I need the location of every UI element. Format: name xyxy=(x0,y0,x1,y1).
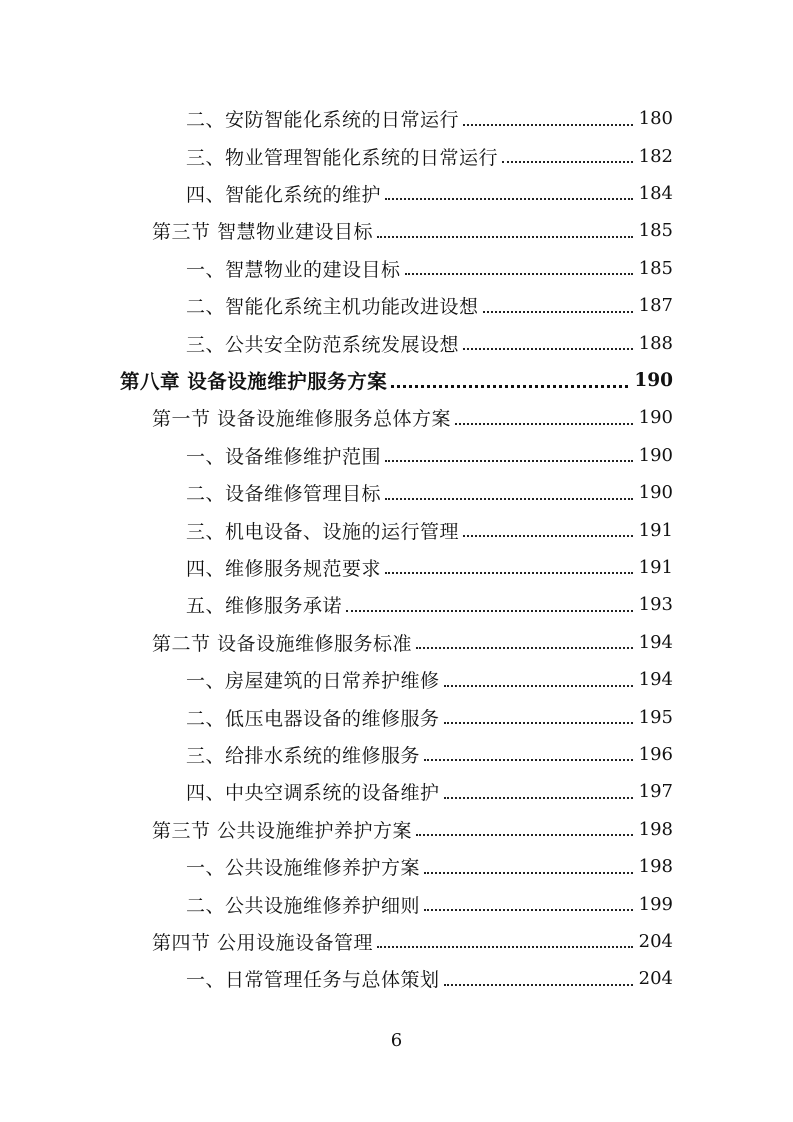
toc-entry-page: 184 xyxy=(638,182,673,204)
toc-leader-dots xyxy=(405,273,633,275)
toc-entry-page: 199 xyxy=(638,893,673,915)
toc-leader-dots xyxy=(416,834,633,836)
toc-entry[interactable] xyxy=(186,474,673,511)
toc-entry-title: 三、物业管理智能化系统的日常运行 xyxy=(186,146,499,169)
toc-entry-page: 180 xyxy=(638,108,673,130)
toc-entry-title: 第二节 设备设施维修服务标准 xyxy=(152,632,413,655)
toc-entry-page: 196 xyxy=(638,743,673,765)
toc-entry-page: 204 xyxy=(638,930,673,952)
toc-entry[interactable] xyxy=(186,736,673,773)
toc-entry[interactable] xyxy=(152,811,673,848)
toc-leader-dots xyxy=(424,909,633,911)
toc-entry-title: 四、维修服务规范要求 xyxy=(186,557,382,580)
toc-entry-page: 187 xyxy=(638,295,673,317)
toc-entry[interactable] xyxy=(152,923,673,960)
toc-entry-title: 四、智能化系统的维护 xyxy=(186,183,382,206)
toc-entry[interactable] xyxy=(186,324,673,361)
toc-leader-dots xyxy=(444,722,633,724)
toc-entry[interactable] xyxy=(186,773,673,810)
toc-chapter-entry[interactable] xyxy=(120,362,673,399)
toc-leader-dots xyxy=(377,236,633,238)
toc-leader-dots xyxy=(385,498,633,500)
page-number: 6 xyxy=(390,1030,403,1051)
toc-entry[interactable] xyxy=(186,437,673,474)
toc-entry-page: 204 xyxy=(638,968,673,990)
toc-entry[interactable] xyxy=(186,848,673,885)
toc-entry[interactable] xyxy=(186,250,673,287)
toc-leader-dots xyxy=(455,423,633,425)
toc-leader-dots xyxy=(463,348,633,350)
toc-entry-title: 一、房屋建筑的日常养护维修 xyxy=(186,670,440,693)
toc-leader-dots xyxy=(346,610,633,612)
toc-entry[interactable] xyxy=(186,960,673,997)
toc-entry[interactable] xyxy=(186,586,673,623)
toc-leader-dots xyxy=(483,311,633,313)
toc-entry-title: 三、给排水系统的维修服务 xyxy=(186,744,421,767)
toc-leader-dots xyxy=(444,797,633,799)
toc-entry-title: 四、中央空调系统的设备维护 xyxy=(186,782,440,805)
toc-entry-title: 第一节 设备设施维修服务总体方案 xyxy=(152,408,452,431)
toc-entry-page: 191 xyxy=(638,519,673,541)
toc-entry-title: 第三节 智慧物业建设目标 xyxy=(152,221,374,244)
toc-leader-dots xyxy=(502,161,633,163)
toc-entry-title: 五、维修服务承诺 xyxy=(186,595,343,618)
toc-entry-page: 185 xyxy=(638,220,673,242)
toc-entry-page: 190 xyxy=(638,444,673,466)
toc-entry-page: 193 xyxy=(638,594,673,616)
toc-leader-dots xyxy=(391,385,628,388)
toc-leader-dots xyxy=(385,460,633,462)
toc-entry[interactable] xyxy=(186,137,673,174)
toc-entry-page: 197 xyxy=(638,781,673,803)
toc-leader-dots xyxy=(463,124,633,126)
toc-leader-dots xyxy=(385,198,633,200)
toc-entry-title: 一、设备维修维护范围 xyxy=(186,445,382,468)
toc-entry-page: 190 xyxy=(638,407,673,429)
toc-leader-dots xyxy=(463,535,633,537)
toc-entry-title: 三、公共安全防范系统发展设想 xyxy=(186,333,460,356)
toc-entry-title: 二、公共设施维修养护细则 xyxy=(186,894,421,917)
toc-entry[interactable] xyxy=(186,698,673,735)
toc-entry-title: 二、智能化系统主机功能改进设想 xyxy=(186,296,479,319)
toc-entry-title: 二、安防智能化系统的日常运行 xyxy=(186,109,460,132)
toc-entry[interactable] xyxy=(152,212,673,249)
toc-entry[interactable] xyxy=(186,661,673,698)
toc-entry[interactable] xyxy=(186,175,673,212)
toc-entry-title: 一、智慧物业的建设目标 xyxy=(186,258,401,281)
toc-entry-page: 188 xyxy=(638,332,673,354)
toc-entry-page: 182 xyxy=(638,145,673,167)
toc-leader-dots xyxy=(377,946,633,948)
toc-entry[interactable] xyxy=(186,100,673,137)
toc-entry[interactable] xyxy=(186,549,673,586)
toc-entry-title: 第三节 公共设施维护养护方案 xyxy=(152,819,413,842)
toc-entry-page: 198 xyxy=(638,818,673,840)
toc-entry[interactable] xyxy=(186,885,673,922)
toc-entry-title: 三、机电设备、设施的运行管理 xyxy=(186,520,460,543)
toc-entry-page: 191 xyxy=(638,556,673,578)
toc-entry-page: 195 xyxy=(638,706,673,728)
toc-leader-dots xyxy=(385,572,633,574)
toc-entry-title: 一、公共设施维修养护方案 xyxy=(186,857,421,880)
toc-entry-page: 194 xyxy=(638,631,673,653)
toc-entry-page: 198 xyxy=(638,856,673,878)
toc-entry[interactable] xyxy=(186,511,673,548)
toc-entry-page: 194 xyxy=(638,669,673,691)
toc-leader-dots xyxy=(424,872,633,874)
toc-leader-dots xyxy=(416,647,633,649)
toc-entry[interactable] xyxy=(152,624,673,661)
toc-entry-page: 190 xyxy=(634,369,673,391)
toc-leader-dots xyxy=(444,685,633,687)
toc-entry[interactable] xyxy=(152,399,673,436)
toc-entry-title: 第四节 公用设施设备管理 xyxy=(152,931,374,954)
toc-entry-title: 二、低压电器设备的维修服务 xyxy=(186,707,440,730)
toc-entry-page: 185 xyxy=(638,257,673,279)
toc-leader-dots xyxy=(444,984,633,986)
toc-entry[interactable] xyxy=(186,287,673,324)
toc-entry-title: 第八章 设备设施维护服务方案 xyxy=(120,370,388,394)
toc-entry-title: 二、设备维修管理目标 xyxy=(186,483,382,506)
toc-leader-dots xyxy=(424,759,633,761)
toc-entry-title: 一、日常管理任务与总体策划 xyxy=(186,969,440,992)
toc-entry-page: 190 xyxy=(638,482,673,504)
